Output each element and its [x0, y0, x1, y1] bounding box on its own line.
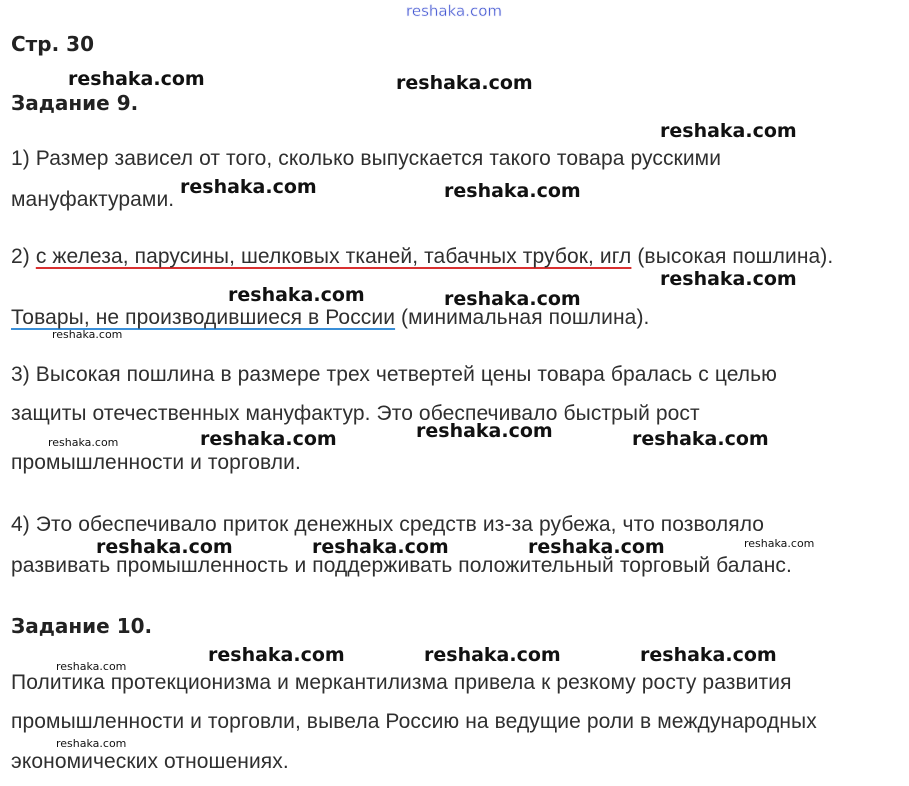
- watermark: reshaka.com: [396, 72, 533, 94]
- watermark: reshaka.com: [200, 428, 337, 450]
- answer2-line2-suffix: (минимальная пошлина).: [395, 306, 650, 329]
- watermark-small: reshaka.com: [56, 660, 127, 673]
- watermark: reshaka.com: [640, 644, 777, 666]
- task10-title: Задание 10.: [11, 614, 153, 638]
- task9-answer1-line1: 1) Размер зависел от того, сколько выпускается такого товара русскими: [11, 147, 722, 170]
- task10-line3: экономических отношениях.: [11, 750, 289, 773]
- answer2-high-duty-goods: с железа, парусины, шелковых тканей, табачных трубок, игл: [35, 245, 632, 268]
- task9-answer3-line3: промышленности и торговли.: [11, 451, 301, 474]
- watermark: reshaka.com: [444, 288, 581, 310]
- watermark: reshaka.com: [660, 120, 797, 142]
- task9-answer2-line1: [11, 245, 833, 269]
- watermark: reshaka.com: [180, 176, 317, 198]
- watermark: reshaka.com: [424, 644, 561, 666]
- answer2-suffix: (высокая пошлина).: [631, 245, 834, 268]
- answer2-low-duty-goods: Товары, не производившиеся в России: [11, 306, 396, 329]
- task9-answer4-line1: 4) Это обеспечивало приток денежных средств из-за рубежа, что позволяло: [11, 513, 765, 536]
- watermark: reshaka.com: [632, 428, 769, 450]
- task9-title: Задание 9.: [11, 91, 139, 115]
- watermark: reshaka.com: [416, 420, 553, 442]
- watermark: reshaka.com: [96, 536, 233, 558]
- task9-answer1-line2: мануфактурами.: [11, 188, 175, 211]
- watermark-small: reshaka.com: [52, 328, 123, 341]
- header-watermark: reshaka.com: [406, 2, 502, 20]
- task10-line2: промышленности и торговли, вывела Россию на ведущие роли в международных: [11, 710, 817, 733]
- task9-answer3-line1: 3) Высокая пошлина в размере трех четвертей цены товара бралась с целью: [11, 363, 778, 386]
- task10-line1: Политика протекционизма и меркантилизма привела к резкому росту развития: [11, 671, 792, 694]
- answer2-prefix: 2): [11, 245, 36, 268]
- watermark: reshaka.com: [444, 180, 581, 202]
- watermark: reshaka.com: [208, 644, 345, 666]
- watermark-small: reshaka.com: [48, 436, 119, 449]
- watermark: reshaka.com: [528, 536, 665, 558]
- watermark: reshaka.com: [68, 68, 205, 90]
- task9-answer3-line2: защиты отечественных мануфактур. Это обеспечивало быстрый рост: [11, 402, 700, 425]
- task9-answer4-line2: развивать промышленность и поддерживать положительный торговый баланс.: [11, 554, 792, 577]
- watermark-small: reshaka.com: [56, 737, 127, 750]
- watermark-small: reshaka.com: [744, 537, 815, 550]
- watermark: reshaka.com: [660, 268, 797, 290]
- watermark: reshaka.com: [228, 284, 365, 306]
- page-label: Стр. 30: [11, 32, 94, 56]
- watermark: reshaka.com: [312, 536, 449, 558]
